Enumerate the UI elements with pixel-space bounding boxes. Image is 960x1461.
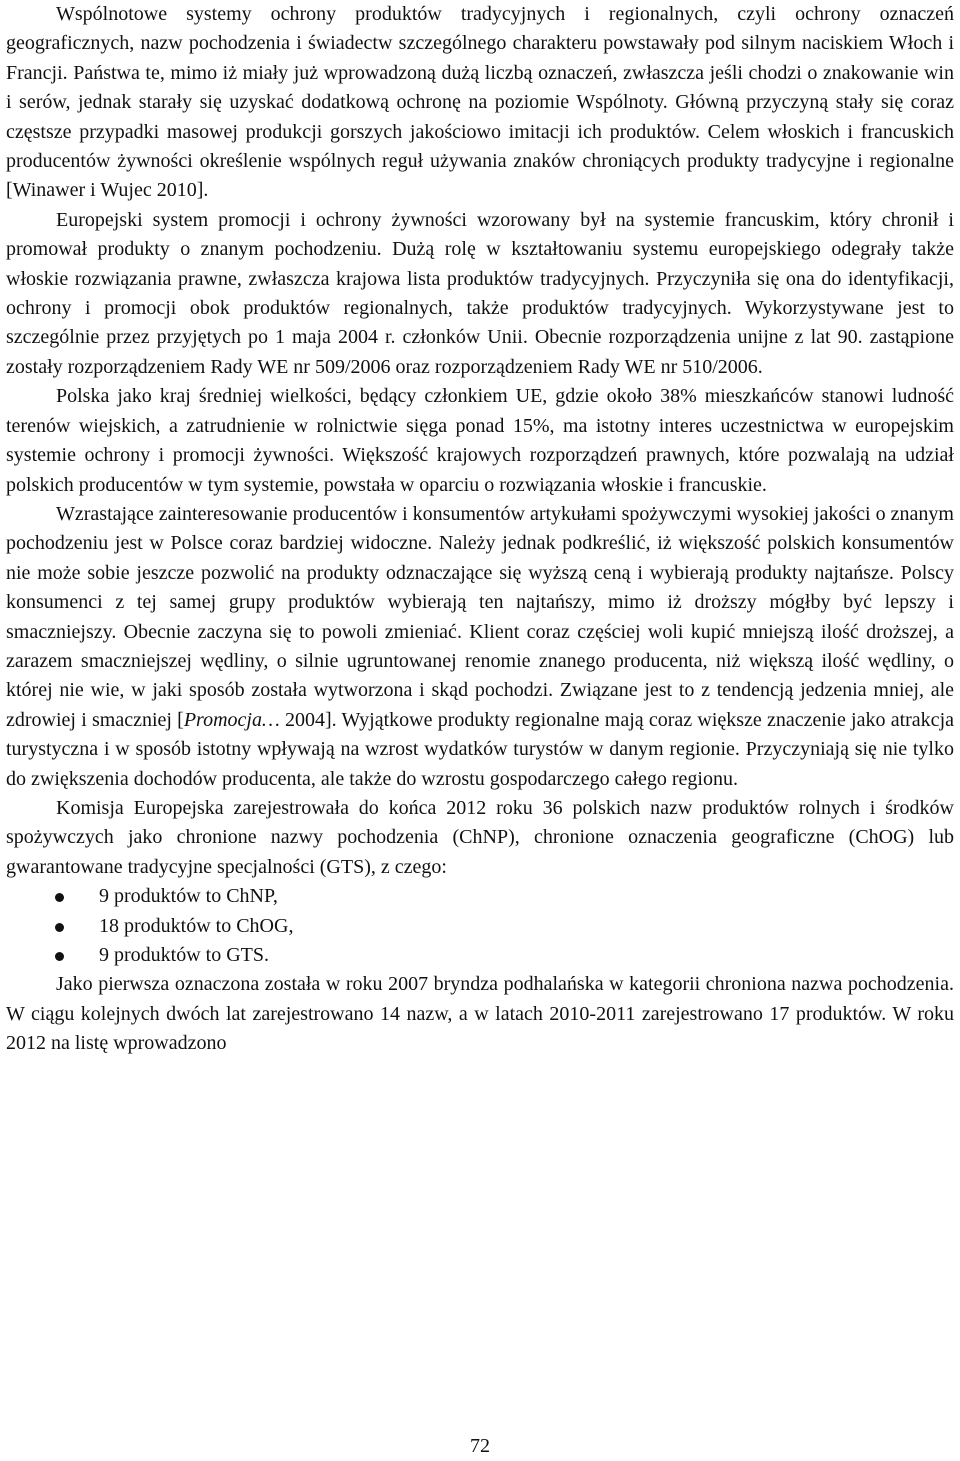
page-number: 72	[470, 1435, 490, 1457]
paragraph-first-registration: Jako pierwsza oznaczona została w roku 2007 bryndza podhalańska w kategorii chroniona nazwa pochodzenia. W ciągu kolejnych dwóch lat zarejestrowano 14 nazw, a w latach 2010-2011 zarejestrowano 17 produktów. W roku 2012 na listę wprowadzono	[6, 973, 954, 1055]
bullet-dot-icon	[55, 923, 64, 932]
bullet-dot-icon	[55, 952, 64, 961]
paragraph-eu-protection-history: Wspólnotowe systemy ochrony produktów tradycyjnych i regionalnych, czyli ochrony oznaczeń geograficznych, nazw pochodzenia i świadectw szczególnego charakteru powstawały pod silnym naciskiem Włoch i Francji. Państwa te, mimo iż miały już wprowadzoną dużą liczbą oznaczeń, zwłaszcza jeśli chodzi o znakowanie win i serów, jednak starały się uzyskać dodatkową ochronę na poziomie Wspólnoty. Główną przyczyną stały się coraz częstsze przypadki masowej produkcji gorszych jakościowo imitacji ich produktów. Celem włoskich i francuskich producentów żywności określenie wspólnych reguł używania znaków chroniących produkty tradycyjne i regionalne [Winawer i Wujec 2010].	[6, 3, 954, 202]
document-page	[6, 0, 954, 1460]
bullet-dot-icon	[55, 893, 64, 902]
registration-bullet-list	[6, 882, 954, 970]
paragraph-consumer-interest-text-a: Wzrastające zainteresowanie producentów i konsumentów artykułami spożywczymi wysokiej jakości o znanym pochodzeniu jest w Polsce coraz bardziej widoczne. Należy jednak podkreślić, iż większość polskich konsumentów nie może sobie jeszcze pozwolić na produkty odznaczające się wyższą ceną i wybierają produkty najtańsze. Polscy konsumenci z tej samej grupy produktów wybierają ten najtańszy, mimo iż droższy mógłby być lepszy i smaczniejszy. Obecnie zaczyna się to powoli zmieniać. Klient coraz częściej woli kupić mniejszą ilość droższej, a zarazem smaczniejszej wędliny, o silnie ugruntowanej renomie znanego producenta, niż większą ilość wędliny, o której nie wie, w jaki sposób została wytworzona i skąd pochodzi. Związane jest to z tendencją jedzenia mniej, ale zdrowiej i smaczniej [	[6, 502, 954, 731]
list-item	[6, 882, 954, 911]
citation-promocja: Promocja…	[183, 708, 280, 731]
list-item	[6, 912, 954, 941]
paragraph-commission-registration: Komisja Europejska zarejestrowała do końca 2012 roku 36 polskich nazw produktów rolnych i środków spożywczych jako chronione nazwy pochodzenia (ChNP), chronione oznaczenia geograficzne (ChOG) lub gwarantowane tradycyjne specjalności (GTS), z czego:	[6, 796, 954, 878]
paragraph-consumer-interest	[6, 500, 954, 794]
list-item-text: 18 produktów to ChOG,	[99, 914, 294, 937]
paragraph-consumer-interest-text-b: 2004]. Wyjątkowe produkty regionalne mają coraz większe znaczenie jako atrakcja turystyczna i w sposób istotny wpływają na wzrost wydatków turystów w danym regionie. Przyczyniają się nie tylko do zwiększenia dochodów producenta, ale także do wzrostu gospodarczego całego regionu.	[6, 708, 954, 790]
list-item-text: 9 produktów to ChNP,	[99, 885, 278, 908]
paragraph-european-system: Europejski system promocji i ochrony żywności wzorowany był na systemie francuskim, który chronił i promował produkty o znanym pochodzeniu. Dużą rolę w kształtowaniu systemu europejskiego odegrały także włoskie rozwiązania prawne, zwłaszcza krajowa lista produktów tradycyjnych. Przyczyniła się ona do identyfikacji, ochrony i promocji obok produktów regionalnych, także produktów tradycyjnych. Wykorzystywane jest to szczególnie przez przyjętych po 1 maja 2004 r. członków Unii. Obecnie rozporządzenia unijne z lat 90. zastąpione zostały rozporządzeniem Rady WE nr 509/2006 oraz rozporządzeniem Rady WE nr 510/2006.	[6, 208, 954, 378]
list-item	[6, 941, 954, 970]
list-item-text: 9 produktów to GTS.	[99, 944, 269, 966]
paragraph-poland-interest: Polska jako kraj średniej wielkości, będący członkiem UE, gdzie około 38% mieszkańców stanowi ludność terenów wiejskich, a zatrudnienie w rolnictwie sięga ponad 15%, ma istotny interes uczestnictwa w europejskim systemie ochrony i promocji żywności. Większość krajowych rozporządzeń prawnych, które pozwalają na udział polskich producentów w tym systemie, powstała w oparciu o rozwiązania włoskie i francuskie.	[6, 385, 954, 496]
